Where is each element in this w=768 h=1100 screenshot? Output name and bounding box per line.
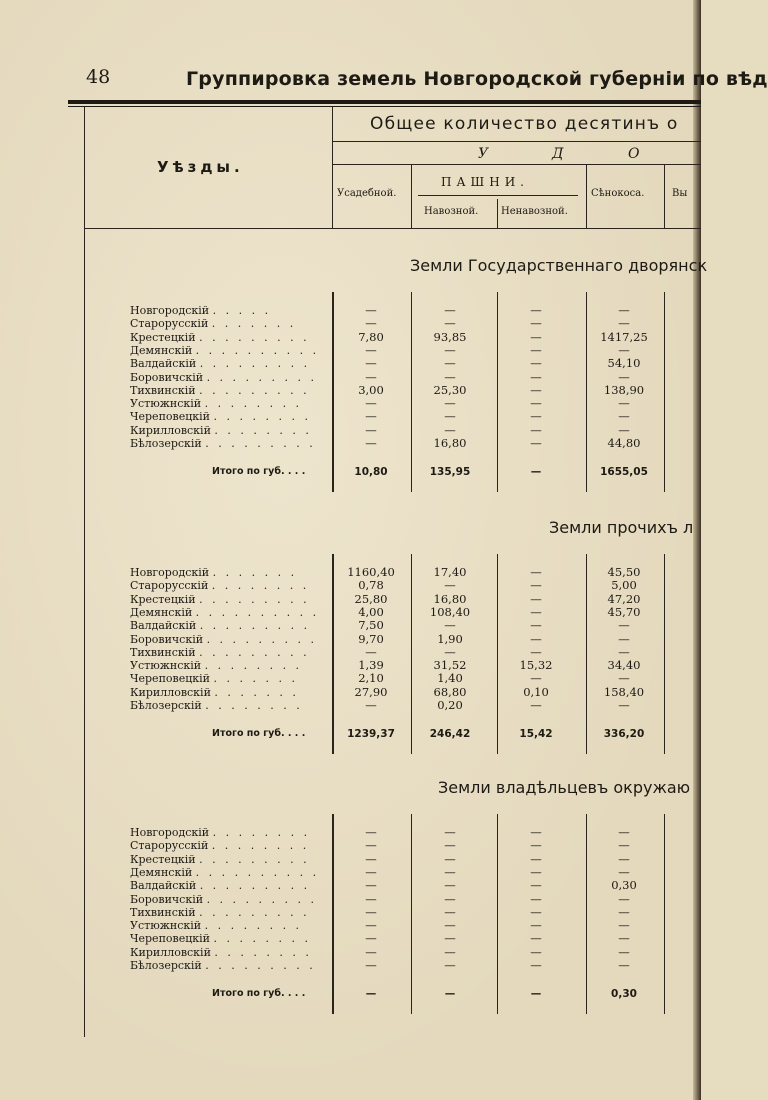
leader-dots: . . . . . . . .	[211, 579, 310, 593]
table-cell: —	[365, 944, 377, 959]
table-cell: —	[530, 958, 542, 972]
leader-dots: . . . . . . . .	[214, 423, 312, 437]
table-cell: —	[365, 931, 377, 946]
table-cell: 34,40	[607, 658, 641, 673]
table-row	[130, 424, 312, 437]
table-cell: —	[530, 825, 542, 839]
table-cell: —	[530, 604, 542, 619]
uezd-name: Боровичскiй	[130, 370, 204, 384]
uezd-name: Бѣлозерскiй	[130, 699, 202, 712]
total-cell: —	[530, 988, 542, 1001]
column-rule	[664, 554, 665, 754]
header-vy: Вы	[672, 188, 688, 199]
table-cell: —	[618, 369, 630, 384]
table-cell: —	[530, 864, 542, 879]
column-rule	[586, 814, 587, 1014]
table-cell: 158,40	[603, 684, 645, 699]
uezd-name: Череповецкiй	[130, 410, 211, 424]
table-cell: —	[530, 356, 542, 371]
table-row	[130, 566, 297, 579]
table-cell: 45,50	[607, 565, 641, 579]
header-senokosa: Сѣнокоса.	[591, 188, 645, 199]
column-rule	[332, 554, 334, 754]
column-rule	[332, 814, 334, 1014]
table-cell: 1160,40	[347, 565, 395, 579]
table-cell: —	[530, 698, 542, 712]
table-row	[130, 906, 310, 919]
header-divider-2	[497, 199, 498, 229]
table-cell: —	[530, 644, 542, 659]
total-label: Итого по губ. . . .	[212, 728, 306, 740]
leader-dots: . . . . . . .	[214, 685, 299, 699]
table-cell: 47,20	[607, 591, 641, 606]
section-title-1: Земли Государственнаго дворянск	[410, 256, 708, 275]
table-row	[130, 384, 310, 397]
table-cell: 25,30	[433, 382, 467, 397]
title-rule-thick	[68, 100, 701, 104]
table-cell: 27,90	[354, 684, 388, 699]
header-divider-4	[664, 164, 665, 229]
leader-dots: . . . . . . . .	[204, 397, 303, 411]
uezd-name: Новгородскiй	[130, 566, 210, 579]
table-cell: 5,00	[611, 578, 637, 593]
table-cell: —	[618, 316, 630, 331]
table-row	[130, 410, 311, 423]
table-cell: —	[365, 958, 377, 972]
table-cell: —	[365, 369, 377, 384]
table-cell: —	[530, 369, 542, 384]
table-cell: —	[444, 342, 456, 357]
table-cell: 16,80	[433, 591, 467, 606]
column-rule	[497, 292, 498, 492]
table-cell: 7,80	[358, 329, 384, 344]
table-cell: 1,40	[437, 671, 463, 686]
table-cell: —	[618, 671, 630, 686]
leader-dots: . . . . . . . . .	[206, 370, 318, 384]
table-cell: —	[530, 931, 542, 946]
table-cell: —	[530, 303, 542, 317]
table-cell: —	[444, 904, 456, 919]
column-rule	[586, 292, 587, 492]
table-cell: —	[444, 864, 456, 879]
header-main: Общее количество десятинъ о	[370, 114, 679, 134]
table-cell: —	[618, 864, 630, 879]
table-row	[130, 853, 310, 866]
table-cell: —	[365, 918, 377, 933]
table-cell: —	[618, 618, 630, 633]
table-cell: —	[530, 396, 542, 411]
leader-dots: . . . . . . . . .	[199, 879, 311, 893]
table-cell: —	[530, 904, 542, 919]
uezd-name: Крестецкiй	[130, 852, 196, 866]
header-divider-uezdy	[332, 107, 333, 229]
uezd-name: Крестецкiй	[130, 330, 196, 344]
table-cell: —	[444, 369, 456, 384]
table-cell: —	[365, 396, 377, 411]
header-rule-2	[332, 164, 701, 165]
column-rule	[411, 814, 412, 1014]
table-cell: —	[444, 578, 456, 593]
table-cell: —	[618, 918, 630, 933]
table-cell: 1,39	[358, 658, 384, 673]
table-cell: —	[530, 618, 542, 633]
table-cell: —	[365, 644, 377, 659]
uezd-name: Кирилловскiй	[130, 945, 211, 959]
leader-dots: . . . . . . . .	[211, 839, 310, 853]
table-cell: —	[530, 944, 542, 959]
table-cell: —	[444, 851, 456, 866]
table-cell: —	[444, 356, 456, 371]
table-cell: 0,78	[358, 578, 384, 593]
leader-dots: . . . . . . . . . .	[195, 605, 320, 619]
uezd-name: Новгородскiй	[130, 826, 210, 839]
table-cell: 31,52	[433, 658, 467, 673]
total-cell: 246,42	[429, 728, 471, 741]
uezd-name: Кирилловскiй	[130, 685, 211, 699]
leader-dots: . . . . . . . .	[205, 699, 303, 712]
table-row	[130, 672, 298, 685]
total-cell: 15,42	[519, 728, 553, 741]
table-cell: —	[618, 303, 630, 317]
leader-dots: . . . . . . . . . .	[195, 343, 320, 357]
leader-dots: . . . . . . . . .	[199, 383, 310, 397]
uezd-name: Тихвинскiй	[130, 645, 196, 659]
table-cell: 9,70	[358, 631, 384, 646]
table-cell: —	[365, 878, 377, 893]
header-rule-1	[332, 141, 701, 142]
uezd-name: Старорусскiй	[130, 839, 209, 853]
table-row	[130, 946, 312, 959]
table-cell: —	[444, 944, 456, 959]
table-cell: —	[365, 303, 377, 317]
table-cell: —	[365, 698, 377, 712]
header-udo-d: Д	[552, 146, 564, 162]
leader-dots: . . . . . . . . .	[199, 357, 311, 371]
table-row	[130, 344, 319, 357]
table-cell: —	[365, 825, 377, 839]
table-cell: —	[444, 878, 456, 893]
table-cell: —	[530, 891, 542, 906]
table-cell: —	[365, 864, 377, 879]
uezd-name: Валдайскiй	[130, 879, 197, 893]
column-rule	[332, 292, 334, 492]
table-cell: 25,80	[354, 591, 388, 606]
leader-dots: . . . . . . . . .	[206, 632, 318, 646]
table-row	[130, 371, 317, 384]
table-cell: —	[618, 409, 630, 424]
table-row	[130, 699, 303, 712]
table-cell: 1,90	[437, 631, 463, 646]
table-row	[130, 839, 309, 852]
table-cell: 138,90	[603, 382, 645, 397]
leader-dots: . . . . . . . . .	[199, 592, 310, 606]
leader-dots: . . . . . . . . .	[199, 905, 310, 919]
table-cell: —	[444, 644, 456, 659]
uezd-name: Демянскiй	[130, 865, 193, 879]
total-cell: —	[365, 988, 377, 1001]
total-cell: 1239,37	[347, 728, 395, 741]
table-row	[130, 606, 319, 619]
leader-dots: . . . . . . . . .	[199, 645, 310, 659]
leader-dots: . . . . . . . .	[213, 410, 311, 424]
uezd-name: Бѣлозерскiй	[130, 437, 202, 450]
table-row	[130, 959, 316, 972]
total-label: Итого по губ. . . .	[212, 988, 306, 1000]
table-cell: —	[444, 396, 456, 411]
table-cell: —	[530, 918, 542, 933]
uezd-name: Демянскiй	[130, 343, 193, 357]
table-cell: —	[618, 422, 630, 437]
page-number: 48	[86, 66, 111, 88]
title-rule-thin	[68, 106, 701, 107]
table-cell: 15,32	[519, 658, 553, 673]
table-row	[130, 919, 302, 932]
leader-dots: . . . . . . . .	[212, 826, 311, 839]
column-rule	[664, 814, 665, 1014]
table-cell: —	[530, 851, 542, 866]
leader-dots: . . . . . . . . .	[205, 437, 316, 450]
table-cell: —	[618, 698, 630, 712]
table-row	[130, 686, 299, 699]
table-row	[130, 437, 316, 450]
table-cell: —	[365, 409, 377, 424]
leader-dots: . . . . . . . . . .	[195, 865, 320, 879]
uezd-name: Старорусскiй	[130, 579, 209, 593]
uezd-name: Устюжнскiй	[130, 659, 202, 673]
header-uezdy: Уѣзды.	[157, 158, 244, 176]
table-cell: 2,10	[358, 671, 384, 686]
table-left-border	[84, 107, 85, 1037]
table-cell: —	[530, 409, 542, 424]
uezd-name: Устюжнскiй	[130, 397, 202, 411]
table-cell: —	[530, 578, 542, 593]
table-row	[130, 646, 310, 659]
table-cell: —	[530, 422, 542, 437]
uezd-name: Новгородскiй	[130, 304, 210, 317]
table-cell: —	[618, 396, 630, 411]
header-pashni: ПАШНИ.	[441, 175, 529, 189]
column-rule	[411, 554, 412, 754]
leader-dots: . . . . . . .	[213, 672, 298, 686]
leader-dots: . . . . . . . . .	[205, 959, 316, 972]
table-row	[130, 633, 317, 646]
header-udo-o: О	[628, 146, 640, 162]
table-cell: 0,10	[523, 684, 549, 699]
table-cell: —	[365, 436, 377, 450]
header-divider-1	[411, 164, 412, 229]
table-row	[130, 593, 310, 606]
table-cell: —	[618, 944, 630, 959]
table-cell: —	[444, 422, 456, 437]
leader-dots: . . . . . . . . .	[199, 330, 310, 344]
uezd-name: Тихвинскiй	[130, 905, 196, 919]
uezd-name: Валдайскiй	[130, 619, 197, 633]
table-cell: —	[444, 409, 456, 424]
header-usadebnoi: Усадебной.	[337, 188, 397, 199]
book-spine-shadow	[693, 0, 701, 1100]
uezd-name: Крестецкiй	[130, 592, 196, 606]
header-pashni-rule	[418, 195, 578, 196]
table-cell: —	[365, 904, 377, 919]
table-row	[130, 317, 296, 330]
uezd-name: Боровичскiй	[130, 632, 204, 646]
table-row	[130, 357, 310, 370]
table-row	[130, 866, 319, 879]
table-row	[130, 304, 271, 317]
table-cell: 4,00	[358, 604, 384, 619]
leader-dots: . . . . . . .	[211, 317, 297, 331]
table-cell: —	[530, 631, 542, 646]
table-cell: —	[365, 316, 377, 331]
table-cell: 7,50	[358, 618, 384, 633]
table-cell: —	[365, 422, 377, 437]
table-cell: —	[365, 851, 377, 866]
table-row	[130, 619, 310, 632]
table-row	[130, 659, 302, 672]
table-cell: 54,10	[607, 356, 641, 371]
table-row	[130, 932, 311, 945]
uezd-name: Бѣлозерскiй	[130, 959, 202, 972]
leader-dots: . . . . .	[212, 304, 272, 317]
table-cell: 0,30	[611, 878, 637, 893]
header-divider-3	[586, 164, 587, 229]
leader-dots: . . . . . . . . .	[199, 852, 310, 866]
total-cell: 1655,05	[600, 466, 648, 479]
uezd-name: Череповецкiй	[130, 672, 211, 686]
table-cell: —	[530, 838, 542, 853]
table-cell: —	[444, 918, 456, 933]
table-cell: —	[530, 436, 542, 450]
table-cell: —	[530, 329, 542, 344]
table-cell: —	[444, 891, 456, 906]
table-cell: —	[618, 342, 630, 357]
column-rule	[664, 292, 665, 492]
header-navoznoi: Навозной.	[424, 206, 479, 217]
table-cell: —	[530, 671, 542, 686]
table-cell: 108,40	[429, 604, 471, 619]
total-cell: —	[444, 988, 456, 1001]
header-bottom-rule	[84, 228, 701, 229]
table-cell: 68,80	[433, 684, 467, 699]
table-cell: —	[365, 342, 377, 357]
table-cell: —	[618, 904, 630, 919]
table-cell: —	[444, 825, 456, 839]
table-cell: —	[444, 618, 456, 633]
page-title: Группировка земель Новгородской губернiи по вѣд	[186, 68, 768, 90]
table-cell: —	[618, 931, 630, 946]
leader-dots: . . . . . . .	[212, 566, 298, 579]
total-cell: 0,30	[611, 988, 637, 1001]
table-cell: —	[618, 851, 630, 866]
table-cell: 1417,25	[600, 329, 648, 344]
header-nenavoznoi: Ненавозной.	[501, 206, 568, 217]
leader-dots: . . . . . . . .	[204, 659, 303, 673]
total-cell: —	[530, 466, 542, 479]
column-rule	[497, 814, 498, 1014]
leader-dots: . . . . . . . . .	[199, 619, 311, 633]
uezd-name: Кирилловскiй	[130, 423, 211, 437]
total-label: Итого по губ. . . .	[212, 466, 306, 478]
table-cell: 45,70	[607, 604, 641, 619]
table-cell: —	[365, 891, 377, 906]
uezd-name: Старорусскiй	[130, 317, 209, 331]
table-cell: —	[618, 631, 630, 646]
table-cell: —	[618, 825, 630, 839]
table-cell: —	[618, 838, 630, 853]
table-cell: 0,20	[437, 698, 463, 712]
table-cell: —	[530, 565, 542, 579]
table-cell: 3,00	[358, 382, 384, 397]
leader-dots: . . . . . . . .	[213, 932, 311, 946]
table-cell: —	[530, 878, 542, 893]
header-udo-u: У	[478, 146, 489, 162]
total-cell: 135,95	[429, 466, 471, 479]
column-rule	[411, 292, 412, 492]
table-cell: —	[365, 356, 377, 371]
uezd-name: Валдайскiй	[130, 357, 197, 371]
table-cell: —	[530, 316, 542, 331]
uezd-name: Устюжнскiй	[130, 919, 202, 933]
uezd-name: Тихвинскiй	[130, 383, 196, 397]
leader-dots: . . . . . . . .	[204, 919, 303, 933]
table-row	[130, 331, 310, 344]
table-cell: —	[444, 316, 456, 331]
table-cell: —	[530, 382, 542, 397]
column-rule	[586, 554, 587, 754]
table-cell: —	[444, 931, 456, 946]
table-cell: —	[618, 644, 630, 659]
table-cell: 93,85	[433, 329, 467, 344]
table-cell: —	[444, 958, 456, 972]
table-cell: 17,40	[433, 565, 467, 579]
table-row	[130, 579, 309, 592]
table-cell: —	[530, 342, 542, 357]
table-row	[130, 879, 310, 892]
table-row	[130, 826, 310, 839]
leader-dots: . . . . . . . . .	[206, 892, 318, 906]
table-cell: —	[530, 591, 542, 606]
table-cell: 44,80	[607, 436, 641, 450]
column-rule	[497, 554, 498, 754]
section-title-3: Земли владѣльцевъ окружаю	[438, 778, 691, 797]
table-cell: —	[618, 958, 630, 972]
table-cell: —	[618, 891, 630, 906]
table-cell: —	[365, 838, 377, 853]
leader-dots: . . . . . . . .	[214, 945, 312, 959]
section-title-2: Земли прочихъ л	[549, 518, 694, 537]
total-cell: 336,20	[603, 728, 645, 741]
table-row	[130, 397, 302, 410]
table-cell: —	[444, 838, 456, 853]
uezd-name: Демянскiй	[130, 605, 193, 619]
table-cell: 16,80	[433, 436, 467, 450]
table-cell: —	[444, 303, 456, 317]
uezd-name: Боровичскiй	[130, 892, 204, 906]
table-row	[130, 893, 317, 906]
total-cell: 10,80	[354, 466, 388, 479]
uezd-name: Череповецкiй	[130, 932, 211, 946]
